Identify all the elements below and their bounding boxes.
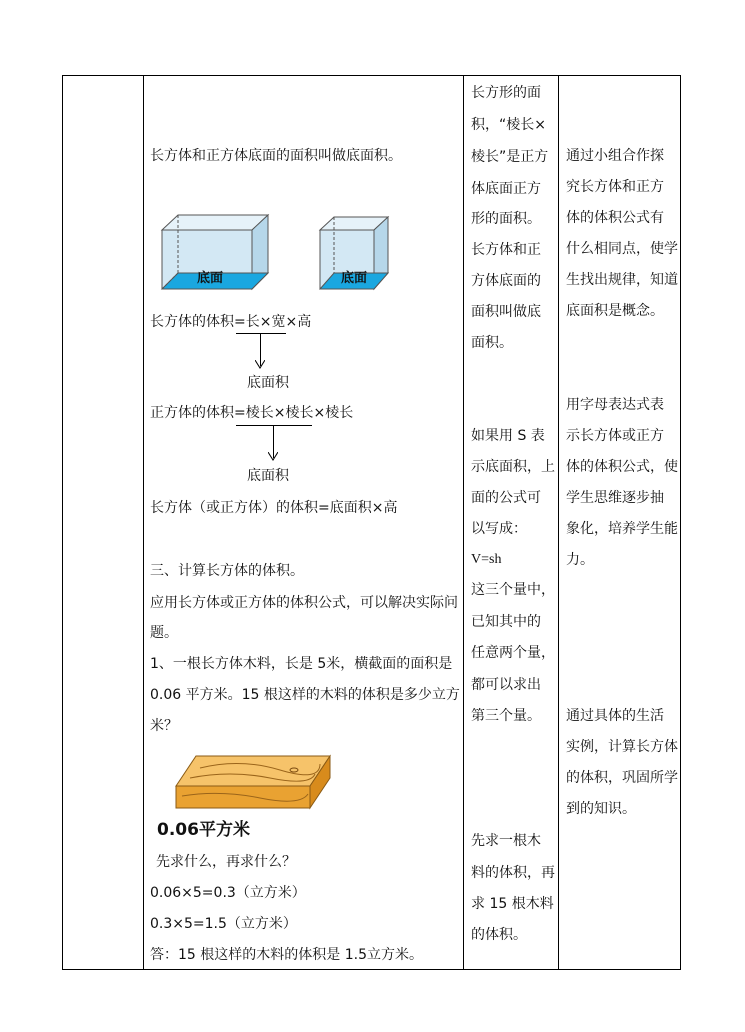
note-line: 面积叫做底 [471,304,541,320]
apply-text: 题。 [150,625,178,641]
note-line: 的体积。 [471,927,527,943]
intent-line: 底面积是概念。 [566,303,664,319]
section-heading: 三、计算长方体的体积。 [150,563,304,579]
note-line: 任意两个量， [471,645,555,661]
intent-line: 体的体积公式有 [566,210,664,226]
note-line: 料的体积，再 [471,865,555,881]
intent-line: 究长方体和正方 [566,179,664,195]
intent-line: 什么相同点，使学 [566,241,678,257]
intent-line: 用字母表达式表 [566,397,664,413]
calc-step: 0.06×5=0.3（立方米） [150,885,306,901]
base-label: 底面 [341,271,368,286]
intent-line: 到的知识。 [566,801,636,817]
formula-rect: 长方体的体积=长×宽×高 [150,314,312,330]
note-line: 以写成： [471,521,527,537]
intent-line: 体的体积公式，使 [566,459,678,475]
note-line: 面的公式可 [471,490,541,506]
wood-plank-image [170,748,340,818]
intent-line: 实例，计算长方体 [566,739,678,755]
apply-text: 应用长方体或正方体的体积公式，可以解决实际问 [150,595,458,611]
cuboid-figures [150,205,410,300]
note-line: 都可以求出 [471,677,541,693]
underline [236,425,312,426]
formula-general: 长方体（或正方体）的体积=底面积×高 [150,500,398,516]
note-line: 长方体和正 [471,242,541,258]
arrow-down-icon [268,452,278,462]
note-line: 已知其中的 [471,614,541,630]
column-divider [143,76,144,969]
base-label: 底面 [197,271,224,286]
intent-line: 示长方体或正方 [566,428,664,444]
question-text: 0.06 平方米。15 根这样的木料的体积是多少立方 [150,687,460,703]
column-divider [463,76,464,969]
note-line: 求 15 根木料 [471,896,554,912]
base-area-label: 底面积 [247,468,289,484]
note-line: 这三个量中， [471,582,555,598]
note-line: 长方形的面 [471,85,541,101]
base-area-label: 底面积 [247,375,289,391]
ask-text: 先求什么，再求什么？ [156,854,296,870]
intent-line: 象化，培养学生能 [566,521,678,537]
note-line: 示底面积，上 [471,459,555,475]
intent-line: 力。 [566,552,594,568]
column-divider [558,76,559,969]
note-line: 体底面正方 [471,181,541,197]
intent-line: 的体积，巩固所学 [566,770,678,786]
intent-line: 通过具体的生活 [566,708,664,724]
intro-text: 长方体和正方体底面的面积叫做底面积。 [150,148,402,164]
note-line: 先求一根木 [471,833,541,849]
question-text: 米？ [150,718,178,734]
answer-text: 答：15 根这样的木料的体积是 1.5立方米。 [150,947,423,963]
calc-step: 0.3×5=1.5（立方米） [150,916,297,932]
note-line: 棱长”是正方 [471,149,549,165]
underline [236,333,286,334]
note-line: 方体底面的 [471,273,541,289]
intent-line: 生找出规律，知道 [566,272,678,288]
note-line: 积，“棱长× [471,117,546,133]
note-line: 如果用 S 表 [471,428,545,444]
question-text: 1、一根长方体木料，长是 5米，横截面的面积是 [150,656,453,672]
note-line: 形的面积。 [471,211,541,227]
note-line: 第三个量。 [471,708,541,724]
formula-cube: 正方体的体积=棱长×棱长×棱长 [150,405,354,421]
intent-line: 学生思维逐步抽 [566,490,664,506]
wood-area-label: 0.06平方米 [157,820,250,840]
intent-line: 通过小组合作探 [566,148,664,164]
arrow-down-icon [255,360,265,370]
formula-vsh: V=sh [471,552,502,567]
note-line: 面积。 [471,335,513,351]
